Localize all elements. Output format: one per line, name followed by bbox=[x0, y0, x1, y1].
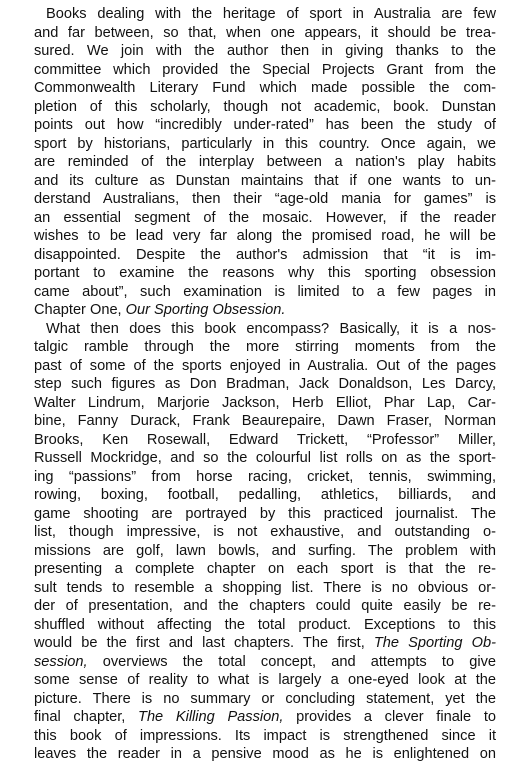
text-line bbox=[34, 357, 496, 376]
text-line bbox=[34, 394, 496, 413]
line-text-after: overviews the total concept, and attempts to give bbox=[87, 653, 496, 670]
line-text: Commonwealth Literary Fund which made possible the com- bbox=[34, 80, 496, 96]
text-line bbox=[34, 153, 496, 172]
line-text: final chapter, bbox=[34, 709, 139, 725]
line-text: What then does this book encompass? Basically, it is a nos- bbox=[46, 320, 496, 337]
line-text: and far between, so that, when one appears, it should be trea- bbox=[34, 24, 496, 41]
line-text: this book of impressions. Its impact is strengthened since it bbox=[34, 727, 496, 744]
line-text: list, though impressive, is not exhaustive, and outstanding o- bbox=[34, 524, 496, 540]
line-text: Brooks, Ken Rosewall, Edward Trickett, “Professor” Miller, bbox=[34, 431, 496, 448]
line-text: an essential segment of the mosaic. However, if the reader bbox=[34, 209, 496, 226]
line-text: points out how “incredibly under-rated” has been the study of bbox=[34, 117, 496, 133]
text-line bbox=[34, 264, 496, 283]
text-line bbox=[34, 449, 496, 468]
text-line bbox=[34, 190, 496, 209]
line-text: Chapter One, bbox=[34, 302, 126, 318]
line-text: wishes to be lead very far along the promised road, he will be bbox=[34, 228, 496, 244]
text-line bbox=[34, 523, 496, 542]
line-text: picture. There is no summary or concluding statement, yet the bbox=[34, 690, 496, 707]
text-line bbox=[34, 505, 496, 524]
line-text: talgic ramble through the more stirring moments from the bbox=[34, 339, 496, 355]
text-line bbox=[34, 209, 496, 228]
line-text: derstand Australians, then their “age-old mania for games” is bbox=[34, 191, 496, 207]
line-text: portant to examine the reasons why this sporting obsession bbox=[34, 265, 496, 281]
line-text: past of some of the sports enjoyed in Australia. Out of the pages bbox=[34, 357, 496, 374]
text-line bbox=[34, 320, 496, 339]
text-line bbox=[34, 98, 496, 117]
line-text: ing “passions” from horse racing, cricket, tennis, swimming, bbox=[34, 468, 496, 485]
text-line bbox=[34, 468, 496, 487]
line-text: game shooting are portrayed by this practiced journalist. The bbox=[34, 505, 496, 522]
line-text: some sense of reality to what is largely a one-eyed look at the bbox=[34, 672, 496, 688]
text-line bbox=[34, 727, 496, 746]
text-line bbox=[34, 79, 496, 98]
italic-title: The Killing Passion, bbox=[138, 709, 284, 725]
text-line bbox=[34, 486, 496, 505]
line-text: are reminded of the interplay between a nation's play habits bbox=[34, 154, 496, 170]
text-line bbox=[34, 135, 496, 154]
line-text-after: provides a clever finale to bbox=[283, 709, 496, 725]
text-line bbox=[34, 61, 496, 80]
text-line bbox=[34, 246, 496, 265]
text-line bbox=[34, 172, 496, 191]
italic-title: Our Sporting Obsession. bbox=[125, 302, 286, 318]
line-text: step such figures as Don Bradman, Jack Donaldson, Les Darcy, bbox=[34, 376, 496, 392]
line-text: bine, Fanny Durack, Frank Beaurepaire, Dawn Fraser, Norman bbox=[34, 413, 496, 429]
text-line bbox=[34, 338, 496, 357]
text-line bbox=[34, 24, 496, 43]
text-line bbox=[34, 283, 496, 302]
line-text: pletion of this scholarly, though not academic, book. Dunstan bbox=[34, 98, 496, 115]
line-text: missions are golf, lawn bowls, and surfing. The problem with bbox=[34, 542, 496, 559]
text-line bbox=[34, 745, 496, 764]
line-text: came about”, such examination is limited to a few pages in bbox=[34, 283, 496, 300]
line-text: der of presentation, and the chapters could quite easily be re- bbox=[34, 598, 496, 614]
line-text: committee which provided the Special Projects Grant from the bbox=[34, 61, 496, 78]
text-line bbox=[34, 671, 496, 690]
text-line bbox=[34, 690, 496, 709]
text-line bbox=[34, 653, 496, 672]
text-line bbox=[34, 542, 496, 561]
text-line bbox=[34, 579, 496, 598]
text-line bbox=[34, 597, 496, 616]
line-text: presenting a complete chapter on each sport is that the re- bbox=[34, 561, 496, 577]
line-text: Russell Mockridge, and so the colourful list rolls on as the sport- bbox=[34, 450, 496, 466]
italic-title: The Sporting Ob- bbox=[373, 635, 496, 651]
line-text: sult tends to resemble a shopping list. There is no obvious or- bbox=[34, 579, 496, 596]
line-text: disappointed. Despite the author's admission that “it is im- bbox=[34, 246, 496, 263]
text-line bbox=[34, 431, 496, 450]
line-text: would be the first and last chapters. The first, bbox=[34, 635, 374, 651]
line-text: sport by historians, particularly in this country. Once again, we bbox=[34, 135, 496, 152]
text-line bbox=[34, 5, 496, 24]
review-text-column bbox=[34, 5, 496, 764]
text-line bbox=[34, 301, 496, 320]
line-text: rowing, boxing, football, pedalling, athletics, billiards, and bbox=[34, 487, 496, 503]
text-line bbox=[34, 634, 496, 653]
text-line bbox=[34, 116, 496, 135]
line-text: Walter Lindrum, Marjorie Jackson, Herb Elliot, Phar Lap, Car- bbox=[34, 394, 496, 411]
text-line bbox=[34, 42, 496, 61]
line-text: shuffled without affecting the total product. Exceptions to this bbox=[34, 616, 496, 633]
line-text: leaves the reader in a pensive mood as he is enlightened on bbox=[34, 746, 496, 762]
text-line bbox=[34, 227, 496, 246]
line-text: Books dealing with the heritage of sport in Australia are few bbox=[46, 6, 496, 22]
text-line bbox=[34, 616, 496, 635]
text-line bbox=[34, 375, 496, 394]
line-text: and its culture as Dunstan maintains that if one wants to un- bbox=[34, 172, 496, 189]
text-line bbox=[34, 412, 496, 431]
line-text: sured. We join with the author then in giving thanks to the bbox=[34, 43, 496, 59]
italic-title: session, bbox=[34, 653, 88, 670]
text-line bbox=[34, 708, 496, 727]
text-line bbox=[34, 560, 496, 579]
